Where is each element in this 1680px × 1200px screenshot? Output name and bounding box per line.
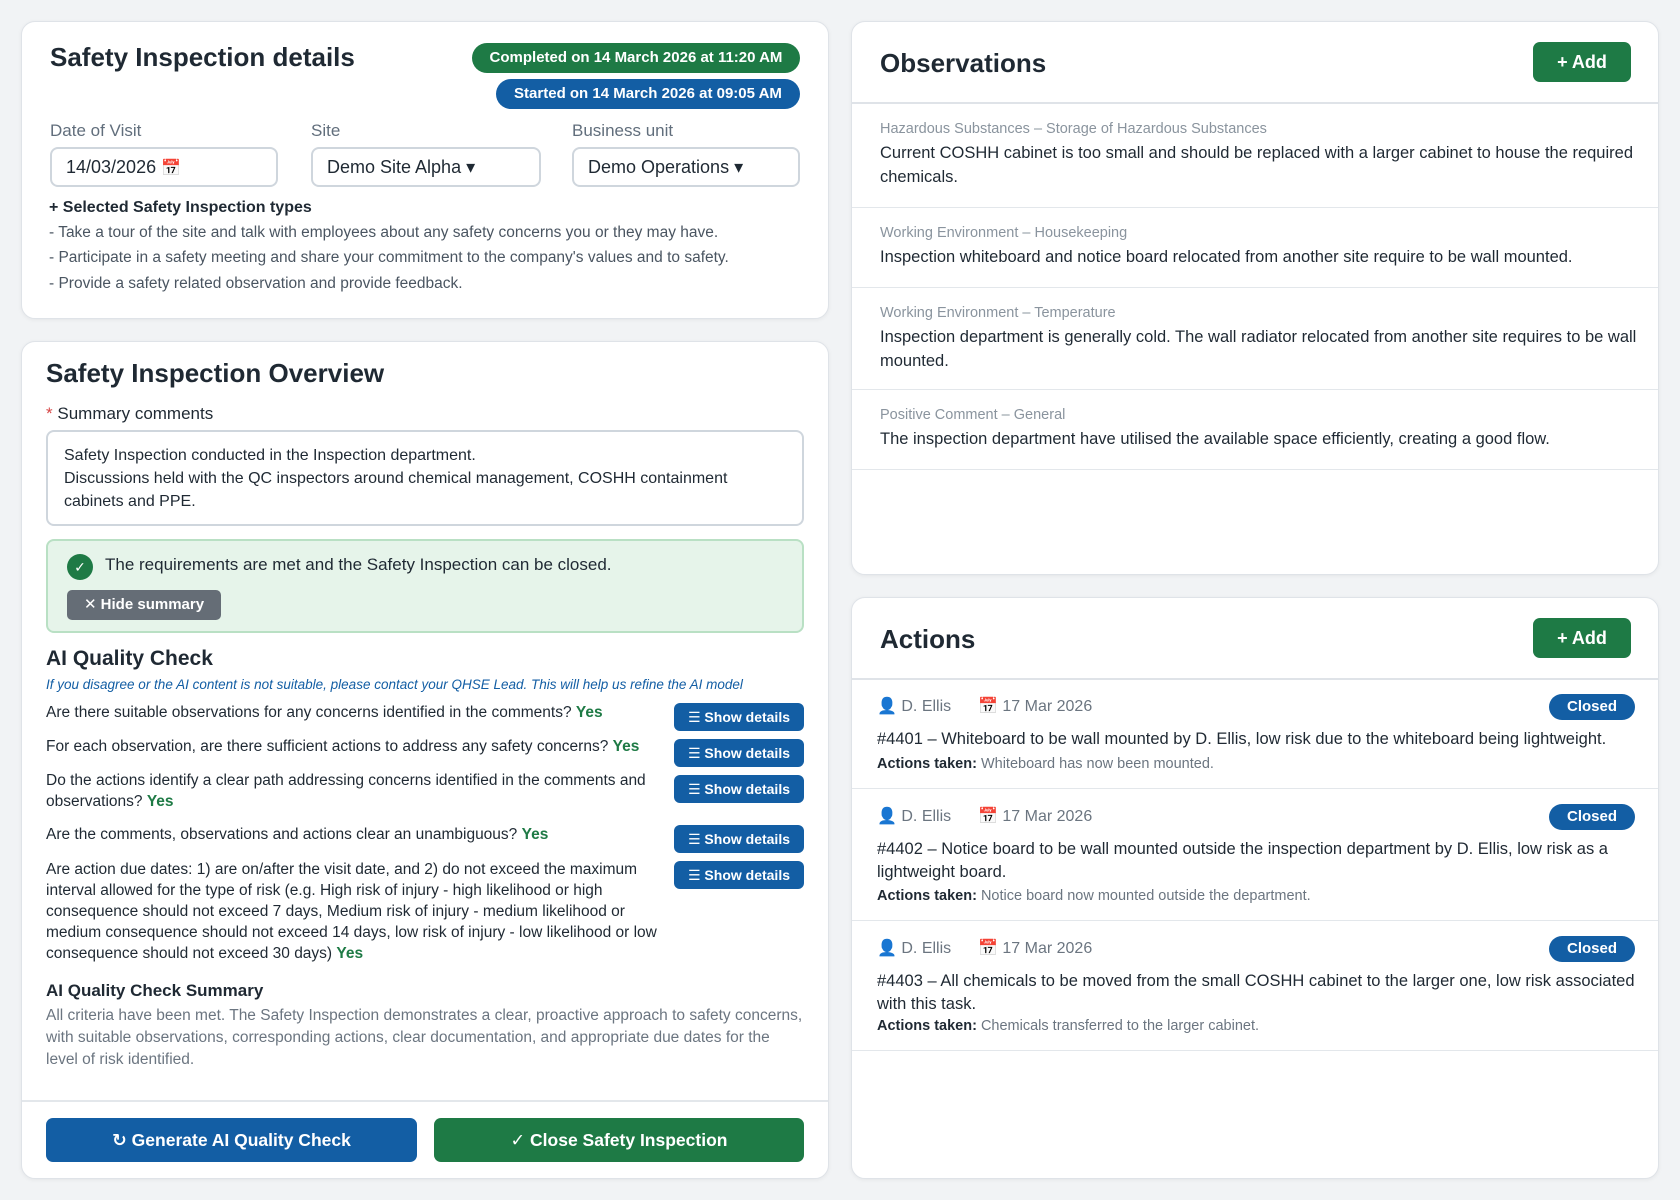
action-text: #4401 – Whiteboard to be wall mounted by D. Ellis, low risk due to the whiteboard being lightweight. [877, 730, 1607, 748]
site-label: Site [311, 121, 341, 140]
show-details-button[interactable]: ☰ Show details [674, 825, 804, 853]
inspection-type-item: - Participate in a safety meeting and share your commitment to the company's values and to safety. [49, 249, 729, 266]
summary-line: Discussions held with the QC inspectors around chemical management, COSHH containment cabinets and PPE. [64, 470, 728, 510]
action-assignee [877, 938, 951, 958]
due-date: 17 Mar 2026 [1002, 808, 1093, 825]
inspection-overview-card [21, 341, 829, 1179]
actions-card [851, 597, 1659, 1179]
divider [852, 389, 1658, 390]
qc-question-text: Are there suitable observations for any concerns identified in the comments? [46, 704, 572, 721]
divider [852, 678, 1658, 680]
qc-question [46, 770, 661, 812]
qc-answer: Yes [575, 704, 603, 721]
observation-category: Working Environment – Housekeeping [880, 225, 1128, 241]
calendar-icon: 📅 [978, 940, 998, 957]
actions-taken-text: Whiteboard has now been mounted. [980, 756, 1214, 772]
observations-title: Observations [880, 48, 1047, 78]
due-date: 17 Mar 2026 [1002, 698, 1093, 715]
check-icon: ✓ [67, 554, 93, 580]
qc-question-text: Are action due dates: 1) are on/after the visit date, and 2) do not exceed the maximum interval allowed for the type of risk (e.g. High risk of injury - high likelihood or high consequence should not exceed 7 days, Medium risk of injury - medium likelihood or medium consequence should not exceed 14 days, low risk of injury - low likelihood or low consequence should not exceed 30 days) [46, 861, 657, 962]
inspection-type-item: - Take a tour of the site and talk with employees about any safety concerns you or they may have. [49, 224, 719, 241]
assignee-name: D. Ellis [901, 808, 952, 825]
qc-question [46, 824, 661, 845]
status-badge: Closed [1549, 694, 1635, 720]
show-details-button[interactable]: ☰ Show details [674, 861, 804, 889]
business-unit-label: Business unit [572, 121, 674, 140]
requirements-met-alert [46, 539, 804, 633]
site-select[interactable] [311, 147, 541, 187]
show-details-button[interactable]: ☰ Show details [674, 703, 804, 731]
started-badge: Started on 14 March 2026 at 09:05 AM [496, 79, 800, 109]
observation-text: Current COSHH cabinet is too small and should be replaced with a larger cabinet to house the required chemicals. [880, 144, 1633, 186]
action-assignee [877, 696, 951, 716]
action-date [978, 696, 1092, 716]
calendar-icon: 📅 [978, 808, 998, 825]
assignee-name: D. Ellis [901, 698, 952, 715]
actions-taken [877, 756, 1214, 772]
business-unit-select[interactable] [572, 147, 800, 187]
divider [852, 287, 1658, 288]
qc-answer: Yes [146, 793, 174, 810]
qc-answer: Yes [336, 945, 364, 962]
calendar-icon: 📅 [978, 698, 998, 715]
summary-label [46, 404, 213, 424]
actions-taken-text: Chemicals transferred to the larger cabinet. [980, 1018, 1260, 1034]
observation-category: Positive Comment – General [880, 407, 1066, 423]
add-observation-button[interactable]: + Add [1533, 42, 1631, 82]
actions-title: Actions [880, 624, 976, 654]
chevron-down-icon: ▾ [734, 157, 744, 177]
ai-summary-title: AI Quality Check Summary [46, 981, 264, 1000]
user-icon: 👤 [877, 808, 897, 825]
action-date [978, 806, 1092, 826]
assignee-name: D. Ellis [901, 940, 952, 957]
qc-question [46, 702, 661, 723]
date-field[interactable] [50, 147, 278, 187]
selected-types-toggle[interactable]: + Selected Safety Inspection types [49, 199, 312, 216]
observation-text: Inspection department is generally cold. The wall radiator relocated from another site requires to be wall mounted. [880, 328, 1637, 370]
qc-question-text: Do the actions identify a clear path addressing concerns identified in the comments and observations? [46, 772, 646, 810]
action-text: #4402 – Notice board to be wall mounted outside the inspection department by D. Ellis, low risk as a lightweight board. [877, 840, 1608, 881]
divider [852, 788, 1658, 789]
site-value: Demo Site Alpha [327, 157, 462, 177]
due-date: 17 Mar 2026 [1002, 940, 1093, 957]
ai-summary-text: All criteria have been met. The Safety Inspection demonstrates a clear, proactive approach to safety concerns, with suitable observations, corresponding actions, clear documentation, and appropriate due dates for the level of risk identified. [46, 1007, 803, 1068]
observation-text: Inspection whiteboard and notice board relocated from another site require to be wall mounted. [880, 248, 1573, 266]
ai-quality-check-note: If you disagree or the AI content is not suitable, please contact your QHSE Lead. This will help us refine the AI model [46, 677, 743, 692]
divider [852, 920, 1658, 921]
observation-category: Working Environment – Temperature [880, 305, 1116, 321]
status-badge: Closed [1549, 804, 1635, 830]
action-text: #4403 – All chemicals to be moved from the small COSHH cabinet to the larger one, low risk associated with this task. [877, 972, 1635, 1013]
calendar-icon: 📅 [161, 160, 182, 177]
date-value: 14/03/2026 [66, 157, 157, 177]
actions-taken [877, 888, 1311, 904]
summary-comments-textarea[interactable] [46, 430, 804, 526]
divider [852, 469, 1658, 470]
summary-label-text: Summary comments [57, 404, 214, 423]
date-label: Date of Visit [50, 121, 142, 140]
actions-taken-label: Actions taken: [877, 756, 977, 772]
business-unit-value: Demo Operations [588, 157, 730, 177]
observation-category: Hazardous Substances – Storage of Hazardous Substances [880, 121, 1267, 137]
requirements-met-text: The requirements are met and the Safety Inspection can be closed. [105, 555, 612, 574]
footer-divider [22, 1100, 828, 1102]
action-assignee [877, 806, 951, 826]
inspection-details-card [21, 21, 829, 319]
action-date [978, 938, 1092, 958]
actions-taken-label: Actions taken: [877, 888, 977, 904]
summary-line: Safety Inspection conducted in the Inspection department. [64, 447, 476, 464]
qc-question [46, 736, 661, 757]
details-title: Safety Inspection details [50, 42, 355, 72]
chevron-down-icon: ▾ [466, 157, 476, 177]
generate-ai-quality-check-button[interactable]: ↻ Generate AI Quality Check [46, 1118, 417, 1162]
observation-text: The inspection department have utilised the available space efficiently, creating a good flow. [880, 430, 1550, 448]
show-details-button[interactable]: ☰ Show details [674, 739, 804, 767]
close-safety-inspection-button[interactable]: ✓ Close Safety Inspection [434, 1118, 804, 1162]
required-marker: * [46, 404, 53, 423]
divider [852, 207, 1658, 208]
qc-question-text: Are the comments, observations and actions clear an unambiguous? [46, 826, 518, 843]
qc-question-text: For each observation, are there sufficient actions to address any safety concerns? [46, 738, 609, 755]
divider [852, 102, 1658, 104]
actions-taken-label: Actions taken: [877, 1018, 977, 1034]
ai-quality-check-title: AI Quality Check [46, 647, 213, 670]
qc-question [46, 859, 661, 964]
qc-answer: Yes [612, 738, 640, 755]
divider [852, 1050, 1658, 1051]
status-badge: Closed [1549, 936, 1635, 962]
qc-answer: Yes [521, 826, 549, 843]
hide-summary-button[interactable]: ✕ Hide summary [67, 590, 221, 620]
user-icon: 👤 [877, 940, 897, 957]
actions-taken-text: Notice board now mounted outside the department. [980, 888, 1311, 904]
observations-card [851, 21, 1659, 575]
completed-badge: Completed on 14 March 2026 at 11:20 AM [472, 43, 800, 73]
add-action-button[interactable]: + Add [1533, 618, 1631, 658]
inspection-type-item: - Provide a safety related observation and provide feedback. [49, 275, 463, 292]
overview-title: Safety Inspection Overview [46, 358, 385, 388]
actions-taken [877, 1018, 1259, 1034]
show-details-button[interactable]: ☰ Show details [674, 775, 804, 803]
user-icon: 👤 [877, 698, 897, 715]
